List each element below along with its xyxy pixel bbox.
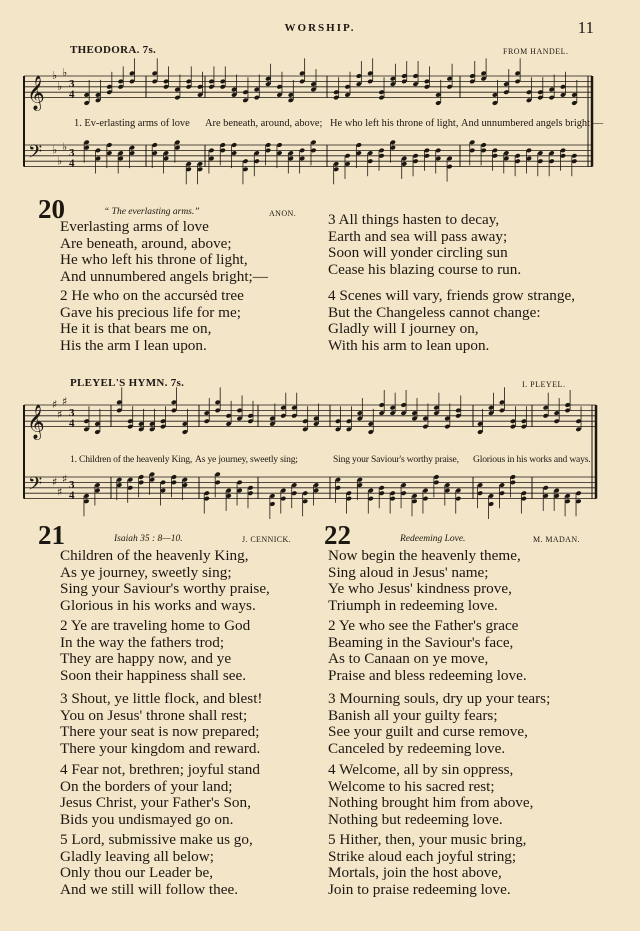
key-signature-icon: ♭ bbox=[57, 154, 63, 168]
time-signature: 4 bbox=[69, 157, 75, 170]
key-signature-icon: ♭ bbox=[52, 143, 58, 157]
lyric-line-1: 1. Ev-erlasting arms of love bbox=[74, 118, 190, 129]
lyric-line-4: Glorious in his works and ways. bbox=[473, 454, 591, 465]
verse-line: Gladly will I journey on, bbox=[328, 320, 479, 338]
hymn-subtitle: Isaiah 35 : 8—10. bbox=[114, 534, 183, 544]
verse-line: He it is that bears me on, bbox=[60, 320, 212, 338]
verse-line: 5 Hither, then, your music bring, bbox=[328, 831, 527, 848]
stanza bbox=[328, 691, 550, 757]
time-signature: 4 bbox=[69, 489, 75, 502]
hymn-author: M. MADAN. bbox=[533, 535, 580, 544]
bass-clef-icon: 𝄢 bbox=[28, 142, 43, 168]
tune-name: THEODORA. 7s. bbox=[70, 44, 157, 56]
verse-line: Canceled by redeeming love. bbox=[328, 739, 506, 757]
key-signature-icon: ♭ bbox=[57, 80, 63, 93]
key-signature-icon: ♯ bbox=[62, 395, 68, 408]
verse-line: Soon their happiness shall see. bbox=[60, 666, 247, 684]
bass-clef-icon: 𝄢 bbox=[28, 474, 43, 500]
verse-line: Join to praise redeeming love. bbox=[328, 880, 511, 898]
verse-line: 2 Ye who see the Father's grace bbox=[328, 617, 519, 634]
tune-source: I. PLEYEL. bbox=[522, 380, 566, 389]
section-header: WORSHIP. bbox=[284, 22, 356, 34]
stanza bbox=[60, 762, 260, 828]
key-signature-icon: ♯ bbox=[62, 472, 68, 486]
verse-line: With his arm to lean upon. bbox=[328, 336, 490, 354]
verse-line: On the borders of your land; bbox=[60, 777, 233, 795]
verse-line: There your kingdom and reward. bbox=[60, 739, 261, 757]
verse-line: Triumph in redeeming love. bbox=[328, 596, 498, 614]
verse-line: 2 Ye are traveling home to God bbox=[60, 617, 251, 634]
key-signature-icon: ♯ bbox=[52, 398, 58, 411]
verse-line: Only thou our Leader be, bbox=[60, 864, 214, 882]
verse-line: Welcome to his sacred rest; bbox=[328, 777, 495, 795]
verse-line: Bids you undismayed go on. bbox=[60, 810, 234, 828]
verse-line: 2 He who on the accursėd tree bbox=[60, 287, 244, 304]
stanza bbox=[328, 832, 526, 898]
verse-line: Gladly leaving all below; bbox=[60, 847, 214, 865]
verse-line: Praise and bless redeeming love. bbox=[328, 666, 527, 684]
treble-clef-icon: 𝄞 bbox=[27, 75, 45, 111]
verse-line: Sing aloud in Jesus' name; bbox=[328, 563, 489, 581]
lyric-line-3: Sing your Saviour's worthy praise, bbox=[333, 454, 459, 465]
verse-line: Sing your Saviour's worthy praise, bbox=[60, 580, 270, 598]
verse-line: 3 Mourning souls, dry up your tears; bbox=[328, 690, 551, 707]
verse-line: You on Jesus' throne shall rest; bbox=[60, 706, 248, 724]
tune-source: FROM HANDEL. bbox=[503, 47, 569, 56]
hymn-number: 21 bbox=[38, 520, 65, 550]
verse-line: As ye journey, sweetly sing; bbox=[60, 563, 232, 581]
hymn-subtitle: “ The everlasting arms.” bbox=[104, 207, 200, 217]
hymn-subtitle: Redeeming Love. bbox=[400, 534, 466, 544]
treble-clef-icon: 𝄞 bbox=[27, 404, 45, 440]
verse-line: Glorious in his works and ways. bbox=[60, 596, 256, 614]
lyric-line-2: Are beneath, around, above; bbox=[205, 118, 323, 129]
key-signature-icon: ♭ bbox=[62, 66, 68, 79]
verse-line: Soon will yonder circling sun bbox=[328, 244, 508, 262]
verse-line: There your seat is now prepared; bbox=[60, 723, 260, 741]
key-signature-icon: ♯ bbox=[57, 408, 63, 421]
stanza bbox=[328, 762, 533, 828]
time-signature: 4 bbox=[69, 88, 75, 101]
stanza bbox=[328, 548, 521, 614]
verse-line: 4 Welcome, all by sin oppress, bbox=[328, 761, 514, 778]
verse-line: Jesus Christ, your Father's Son, bbox=[60, 794, 251, 812]
key-signature-icon: ♯ bbox=[57, 485, 63, 499]
verse-line: Children of the heavenly King, bbox=[60, 547, 249, 564]
stanza bbox=[60, 832, 253, 898]
verse-line: Strike aloud each joyful string; bbox=[328, 847, 517, 865]
stanza bbox=[328, 618, 527, 684]
verse-line: 5 Lord, submissive make us go, bbox=[60, 831, 253, 848]
lyric-line-3: He who left his throne of light, bbox=[330, 118, 459, 129]
verse-line: 4 Scenes will vary, friends grow strange, bbox=[328, 287, 576, 304]
hymn-author: J. CENNICK. bbox=[242, 535, 292, 544]
time-signature: 3 bbox=[69, 146, 75, 159]
lyric-line-1: 1. Children of the heavenly King, bbox=[70, 454, 193, 465]
key-signature-icon: ♯ bbox=[52, 475, 58, 489]
stanza bbox=[60, 691, 262, 757]
time-signature: 4 bbox=[69, 417, 75, 430]
verse-line: They are happy now, and ye bbox=[60, 650, 232, 668]
time-signature: 3 bbox=[69, 77, 75, 90]
verse-line: See your guilt and curse remove, bbox=[328, 723, 528, 741]
stanza bbox=[60, 548, 270, 614]
verse-line: Banish all your guilty fears; bbox=[328, 706, 498, 724]
hymn-author: ANON. bbox=[269, 209, 297, 218]
verse-line: Now begin the heavenly theme, bbox=[328, 547, 521, 564]
verse-line: Nothing but redeeming love. bbox=[328, 810, 503, 828]
verse-line: And we still will follow thee. bbox=[60, 880, 239, 898]
stanza bbox=[60, 618, 250, 684]
verse-line: His the arm I lean upon. bbox=[60, 336, 207, 354]
verse-line: In the way the fathers trod; bbox=[60, 633, 225, 651]
verse-line: Mortals, join the host above, bbox=[328, 864, 502, 882]
verse-line: 3 All things hasten to decay, bbox=[328, 211, 500, 228]
key-signature-icon: ♭ bbox=[52, 69, 58, 82]
verse-line: But the Changeless cannot change: bbox=[328, 303, 541, 321]
verse-line: 3 Shout, ye little flock, and blest! bbox=[60, 690, 263, 707]
time-signature: 3 bbox=[69, 406, 75, 419]
hymn-number: 22 bbox=[324, 520, 351, 550]
verse-line: Ye who Jesus' kindness prove, bbox=[328, 580, 512, 598]
verse-line: He who left his throne of light, bbox=[60, 251, 248, 269]
verse-line: Gave his precious life for me; bbox=[60, 303, 241, 321]
verse-line: Nothing brought him from above, bbox=[328, 794, 534, 812]
verse-line: Earth and sea will pass away; bbox=[328, 227, 508, 245]
verse-line: And unnumbered angels bright;— bbox=[60, 267, 268, 285]
verse-line: 4 Fear not, brethren; joyful stand bbox=[60, 761, 260, 778]
time-signature: 3 bbox=[69, 478, 75, 491]
lyric-line-4: And unnumbered angels bright;— bbox=[461, 118, 604, 129]
hymn-number: 20 bbox=[38, 194, 65, 224]
verse-line: Beaming in the Saviour's face, bbox=[328, 633, 514, 651]
lyric-line-2: As ye journey, sweetly sing; bbox=[195, 454, 298, 465]
verse-line: Everlasting arms of love bbox=[60, 218, 209, 235]
tune-name: PLEYEL'S HYMN. 7s. bbox=[70, 377, 185, 389]
verse-line: As to Canaan on ye move, bbox=[328, 650, 489, 668]
verse-line: Are beneath, around, above; bbox=[60, 234, 232, 252]
verse-line: Cease his blazing course to run. bbox=[328, 260, 522, 278]
key-signature-icon: ♭ bbox=[62, 140, 68, 154]
page-number: 11 bbox=[577, 18, 594, 37]
